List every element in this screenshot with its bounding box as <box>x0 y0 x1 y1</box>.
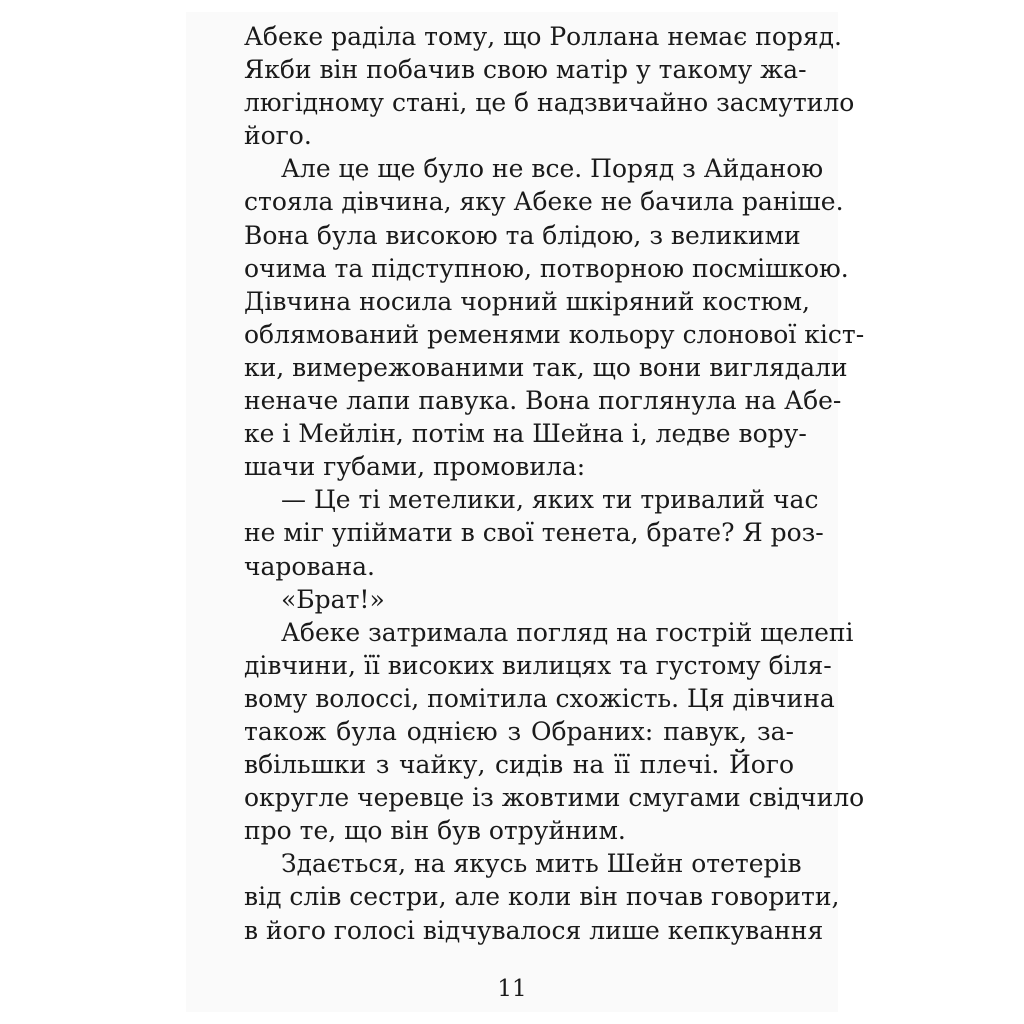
text-line: облямований ременями кольору слонової кіст- <box>244 319 865 349</box>
text-line: також була однією з Обраних: павук, за- <box>244 716 794 746</box>
text-line: «Брат!» <box>281 584 385 614</box>
text-line: — Це ті метелики, яких ти тривалий час <box>281 485 819 515</box>
text-line: його. <box>244 121 312 151</box>
text-line: ке і Мейлін, потім на Шейна і, ледве вору- <box>244 419 807 449</box>
text-line: Абеке раділа тому, що Роллана немає поряд. <box>244 22 842 51</box>
text-line: неначе лапи павука. Вона поглянула на Абе- <box>244 386 842 416</box>
text-line: від слів сестри, але коли він почав говорити, <box>244 882 840 912</box>
text-line: Абеке затримала погляд на гострій щелепі <box>281 617 854 647</box>
text-line: дівчини, її високих вилицях та густому біля- <box>244 650 832 680</box>
text-line: чарована. <box>244 551 375 581</box>
text-line: округле черевце із жовтими смугами свідчило <box>244 783 865 813</box>
text-line: стояла дівчина, яку Абеке не бачила раніше. <box>244 187 844 217</box>
text-line: Вона була високою та блідою, з великими <box>244 220 801 250</box>
text-line: про те, що він був отруйним. <box>244 816 626 846</box>
text-line: ки, вимережованими так, що вони виглядали <box>244 352 848 382</box>
text-line: очима та підступною, потворною посмішкою. <box>244 253 849 283</box>
text-line: шачи губами, промовила: <box>244 452 586 482</box>
text-line: вбільшки з чайку, сидів на її плечі. Його <box>244 750 794 780</box>
text-line: Здається, на якусь мить Шейн отетерів <box>281 849 802 879</box>
text-line: люгідному стані, це б надзвичайно засмутило <box>244 88 855 118</box>
text-line: вому волоссі, помітила схожість. Ця дівчина <box>244 683 835 713</box>
text-line: в його голосі відчувалося лише кепкування <box>244 915 824 945</box>
text-line: не міг упіймати в свої тенета, брате? Я роз- <box>244 518 824 548</box>
text-line: Якби він побачив свою матір у такому жа- <box>244 55 807 85</box>
text-line: Дівчина носила чорний шкіряний костюм, <box>244 286 810 316</box>
body-text <box>244 20 865 947</box>
text-line: Але це ще було не все. Поряд з Айданою <box>281 154 824 184</box>
page-number: 11 <box>497 976 527 1002</box>
